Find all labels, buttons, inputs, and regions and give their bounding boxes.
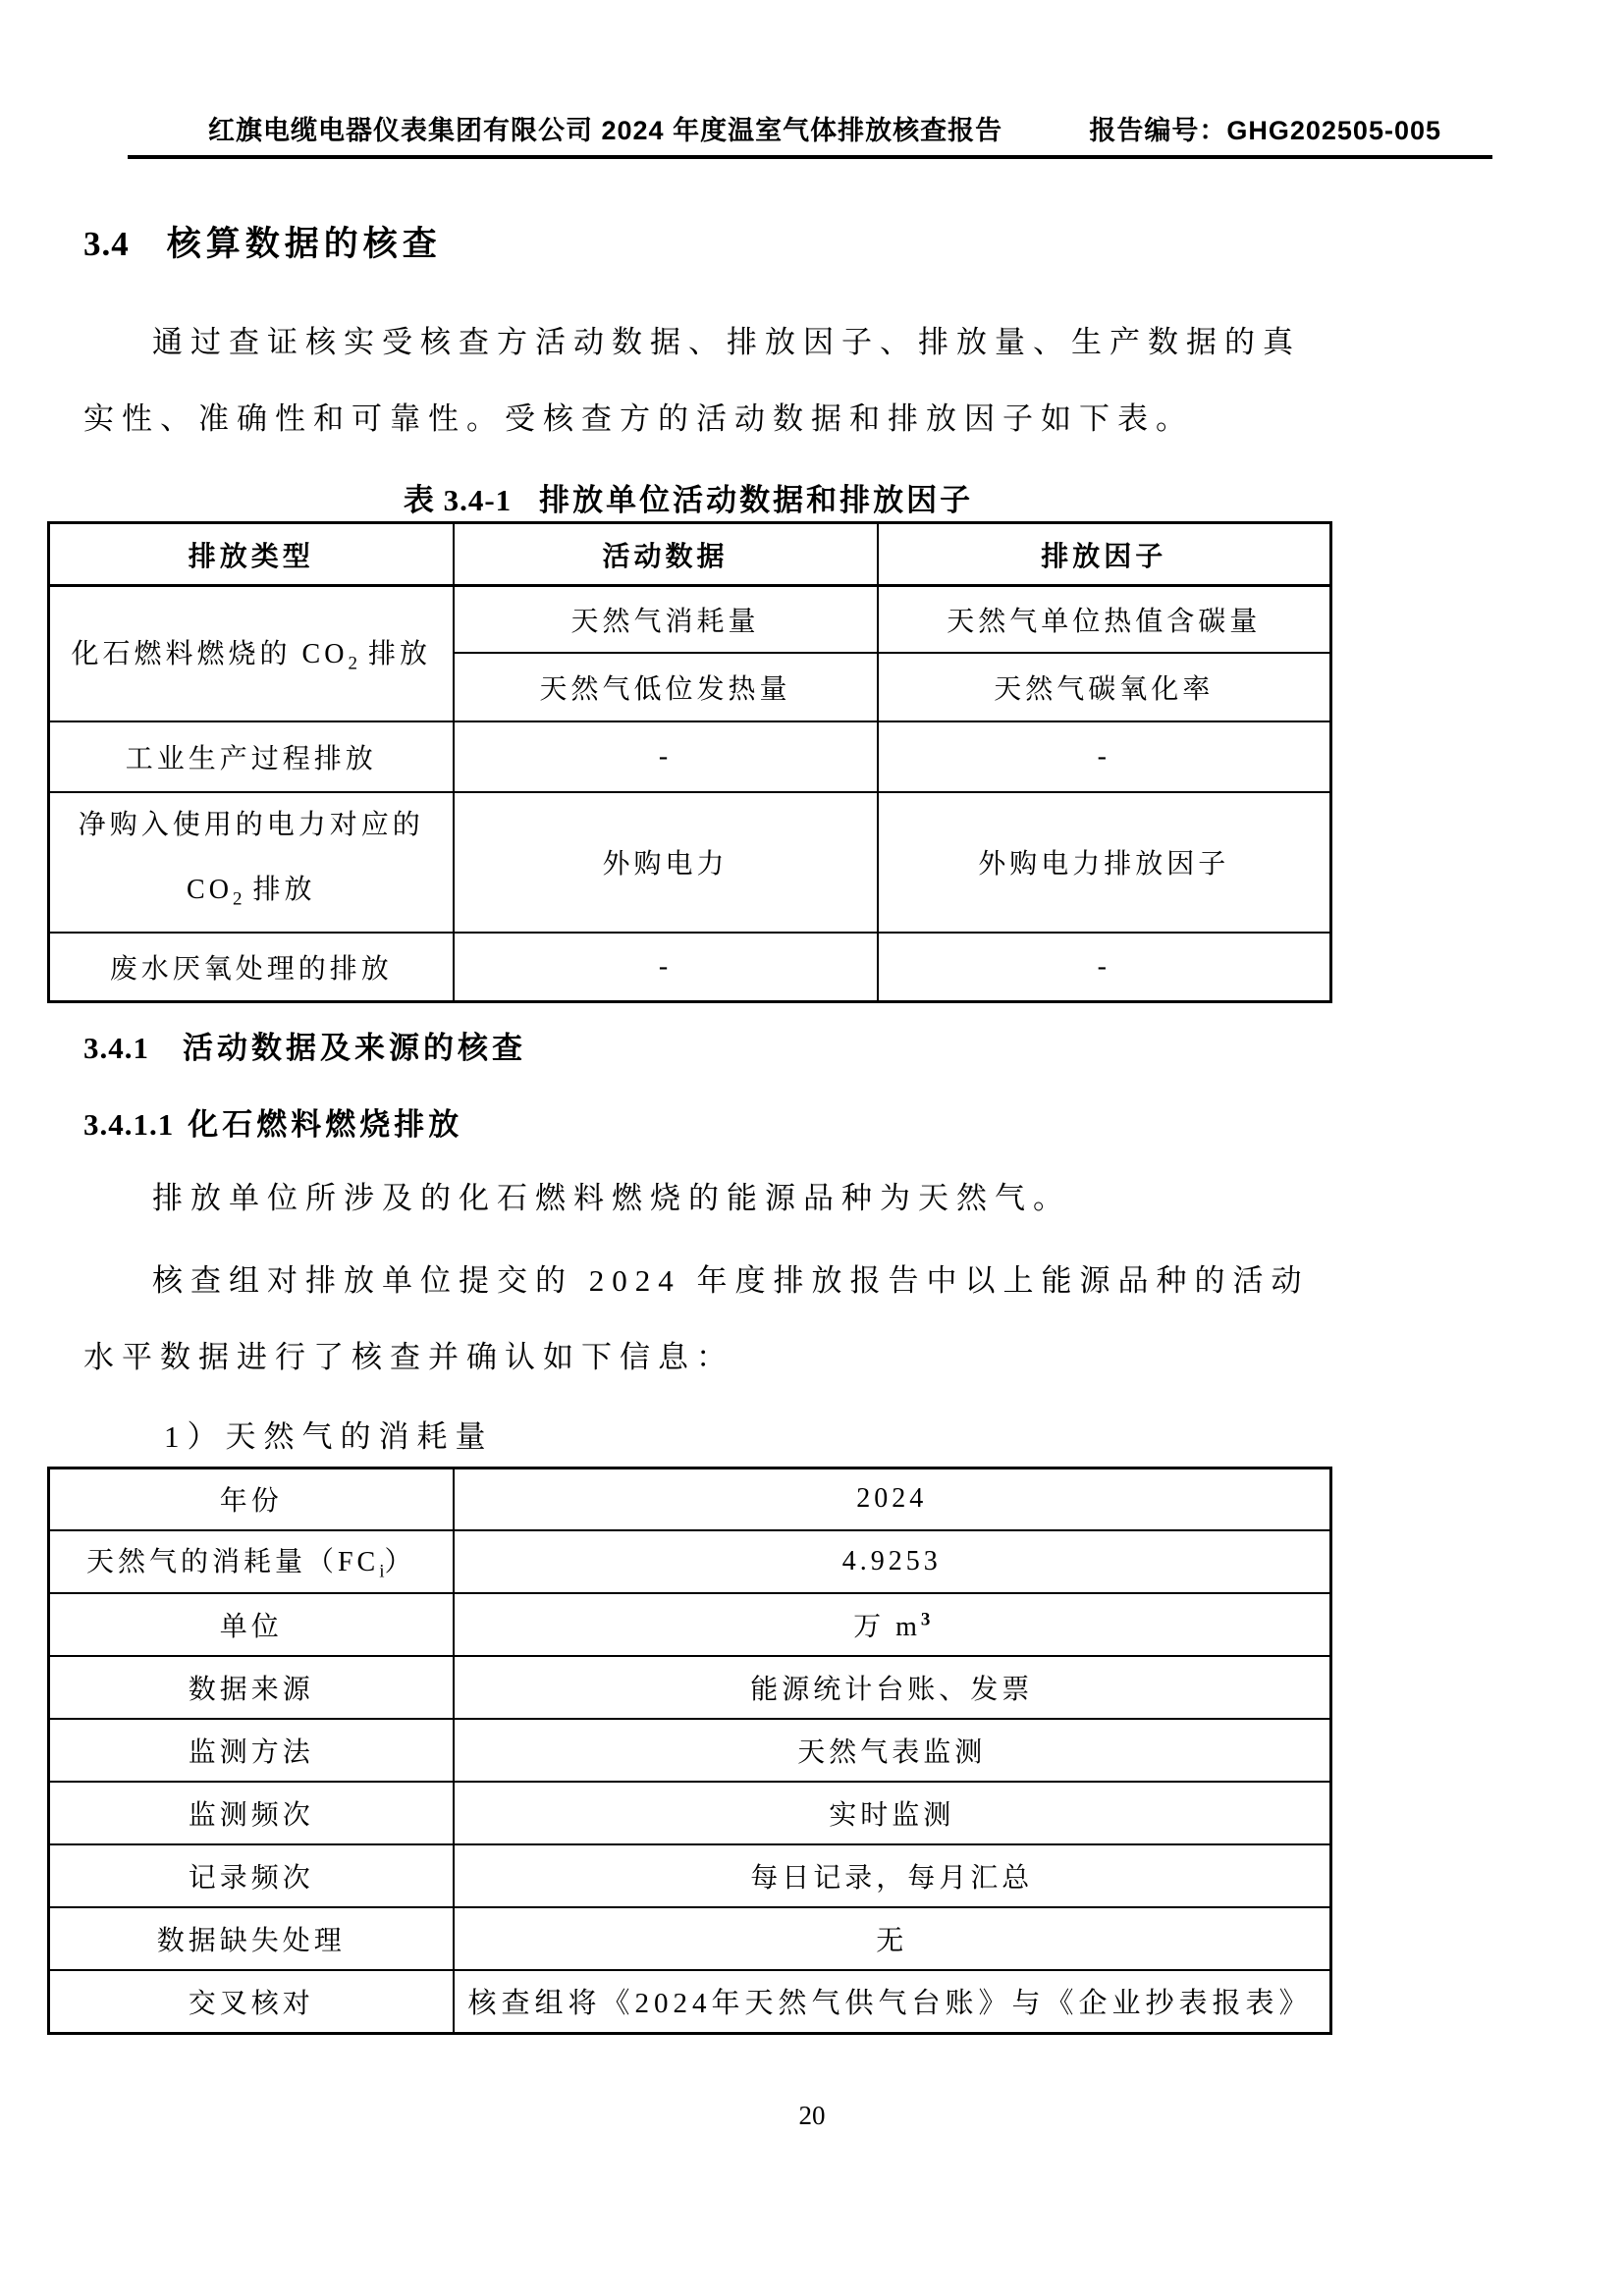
cell-value-recording-frequency: 每日记录，每月汇总 xyxy=(454,1844,1331,1907)
page-number: 20 xyxy=(798,2100,826,2130)
table-row xyxy=(49,1530,1331,1593)
cell-activity-data: 天然气消耗量 xyxy=(454,586,878,653)
cell-activity-data: 天然气低位发热量 xyxy=(454,653,878,721)
paragraph-line: 排放单位所涉及的化石燃料燃烧的能源品种为天然气。 xyxy=(152,1180,1071,1215)
list-item-gas-consumption: 1）天然气的消耗量 xyxy=(164,1418,494,1454)
report-number: 报告编号：GHG202505-005 xyxy=(1089,116,1441,145)
cell-label-monitoring-method: 监测方法 xyxy=(49,1719,454,1782)
subscript: i xyxy=(379,1561,385,1582)
cell-emission-factor: 天然气单位热值含碳量 xyxy=(878,586,1331,653)
cell-value-consumption: 4.9253 xyxy=(454,1530,1331,1593)
paragraph-line: 核查组对排放单位提交的 2024 年度排放报告中以上能源品种的活动 xyxy=(152,1262,1310,1298)
cell-text: 排放 xyxy=(242,874,316,905)
cell-text: 净购入使用的电力对应的 xyxy=(78,809,424,840)
section-heading-3-4 xyxy=(83,222,1624,267)
cell-text: 万 m xyxy=(853,1612,921,1643)
column-header-emission-factor: 排放因子 xyxy=(878,523,1331,586)
table-row xyxy=(49,1656,1331,1719)
intro-paragraph xyxy=(83,304,1321,457)
cell-emission-type-electricity xyxy=(49,792,454,934)
cell-label-year: 年份 xyxy=(49,1468,454,1530)
paragraph-line: 水平数据进行了核查并确认如下信息： xyxy=(83,1339,734,1374)
cell-value-data-source: 能源统计台账、发票 xyxy=(454,1656,1331,1719)
emission-factors-table xyxy=(47,521,1332,1003)
table-row xyxy=(49,1907,1331,1970)
section-number: 3.4.1.1 xyxy=(83,1106,175,1142)
table-caption xyxy=(47,480,1329,521)
section-title: 活动数据及来源的核查 xyxy=(183,1030,526,1065)
cell-value-unit xyxy=(454,1593,1331,1656)
cell-text: CO xyxy=(187,874,233,905)
cell-value-cross-check: 核查组将《2024年天然气供气台账》与《企业抄表报表》 xyxy=(454,1970,1331,2033)
cell-label-consumption xyxy=(49,1530,454,1593)
column-header-emission-type: 排放类型 xyxy=(49,523,454,586)
table-row xyxy=(49,1593,1331,1656)
cell-emission-type-fossil xyxy=(49,586,454,721)
cell-value-monitoring-frequency: 实时监测 xyxy=(454,1782,1331,1844)
cell-label-cross-check: 交叉核对 xyxy=(49,1970,454,2033)
cell-label-recording-frequency: 记录频次 xyxy=(49,1844,454,1907)
table-row xyxy=(49,1970,1331,2033)
cell-value-year: 2024 xyxy=(454,1468,1331,1530)
cell-emission-type-industrial: 工业生产过程排放 xyxy=(49,721,454,792)
verification-paragraph xyxy=(83,1243,1321,1396)
paragraph-line: 实性、准确性和可靠性。受核查方的活动数据和排放因子如下表。 xyxy=(83,401,1194,436)
cell-label-monitoring-frequency: 监测频次 xyxy=(49,1782,454,1844)
cell-emission-factor: 天然气碳氧化率 xyxy=(878,653,1331,721)
column-header-activity-data: 活动数据 xyxy=(454,523,878,586)
subscript: 2 xyxy=(232,888,243,910)
superscript: 3 xyxy=(920,1609,931,1630)
report-title: 红旗电缆电器仪表集团有限公司 2024 年度温室气体排放核查报告 xyxy=(208,116,1003,145)
table-row xyxy=(49,933,1331,1001)
cell-value-monitoring-method: 天然气表监测 xyxy=(454,1719,1331,1782)
energy-type-paragraph xyxy=(83,1160,1321,1237)
cell-value-missing-data: 无 xyxy=(454,1907,1331,1970)
cell-text: 排放 xyxy=(356,638,431,669)
table-row xyxy=(49,1719,1331,1782)
cell-emission-factor: - xyxy=(878,721,1331,792)
cell-text: 化石燃料燃烧的 CO xyxy=(71,638,349,669)
table-caption-label: 表 3.4-1 xyxy=(403,483,513,517)
paragraph-line: 通过查证核实受核查方活动数据、排放因子、排放量、生产数据的真 xyxy=(152,325,1301,359)
cell-emission-type-wastewater: 废水厌氧处理的排放 xyxy=(49,933,454,1001)
table-row xyxy=(49,1468,1331,1530)
cell-emission-factor: - xyxy=(878,933,1331,1001)
section-number: 3.4.1 xyxy=(83,1030,149,1065)
cell-activity-data: - xyxy=(454,933,878,1001)
table-row xyxy=(49,792,1331,934)
cell-label-missing-data: 数据缺失处理 xyxy=(49,1907,454,1970)
cell-text: 天然气的消耗量（FC xyxy=(85,1547,380,1578)
cell-text xyxy=(50,858,453,933)
subscript: 2 xyxy=(348,653,357,674)
section-heading-3-4-1-1 xyxy=(83,1103,1624,1147)
gas-consumption-table xyxy=(47,1467,1332,2035)
table-caption-title: 排放单位活动数据和排放因子 xyxy=(539,483,974,517)
cell-activity-data: 外购电力 xyxy=(454,792,878,934)
cell-label-unit: 单位 xyxy=(49,1593,454,1656)
table-row xyxy=(49,1844,1331,1907)
cell-text: ） xyxy=(384,1547,416,1578)
section-number: 3.4 xyxy=(83,225,130,263)
cell-label-data-source: 数据来源 xyxy=(49,1656,454,1719)
table-row xyxy=(49,721,1331,792)
page-header xyxy=(128,116,1492,159)
section-title: 化石燃料燃烧排放 xyxy=(188,1106,463,1142)
table-header-row xyxy=(49,523,1331,586)
section-heading-3-4-1 xyxy=(83,1027,1624,1070)
table-row xyxy=(49,1782,1331,1844)
table-row xyxy=(49,586,1331,653)
section-title: 核算数据的核查 xyxy=(166,225,442,263)
cell-activity-data: - xyxy=(454,721,878,792)
cell-emission-factor: 外购电力排放因子 xyxy=(878,792,1331,934)
